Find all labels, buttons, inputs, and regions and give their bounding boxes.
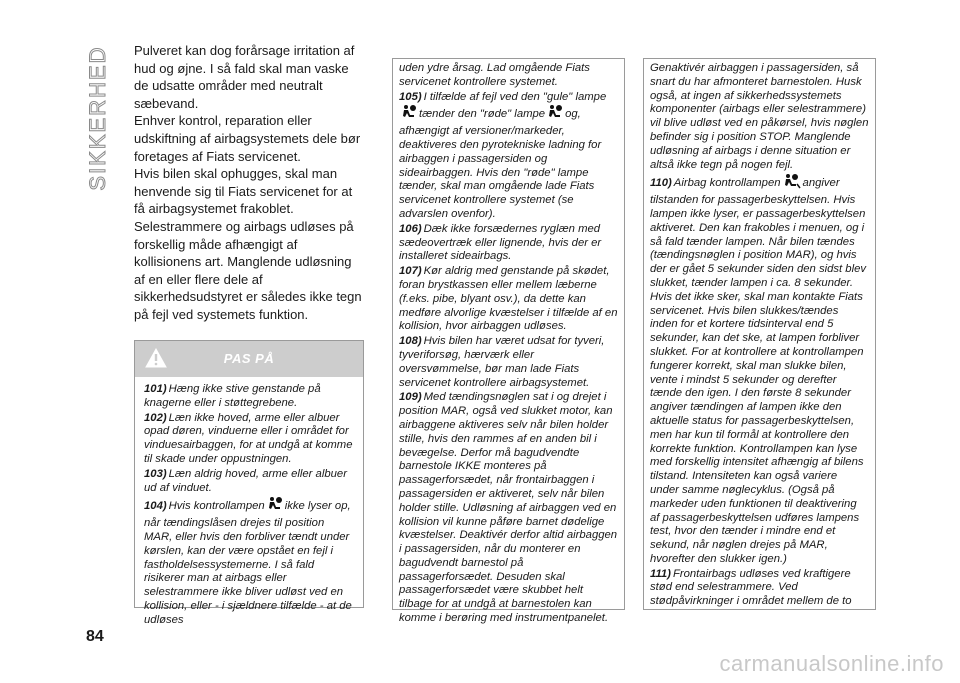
airbag-warning-icon (401, 104, 417, 125)
list-item: 109) Med tændingsnøglen sat i og drejet i position MAR, også ved slukket motor, kan airbaggene aktiveres selv når bilen holder stille, hvis den rammes af en anden bil i bevægelse. Derfor må bagudvendte barnestole IKKE monteres på passagerforsædet, når frontairbaggen i passagersiden er aktiveret, selv når bilen holder stille. Udløsning af airbaggen ved en kollision vil kunne påføre barnet dødelige kvæstelser. Deaktivér derfor altid airbaggen i passagersiden, når du monterer en bagudvendt barnestol på passagerforsædet. Desuden skal passagerforsædet være skubbet helt tilbage for at undgå at barnestolen kan komme i berøring med instrumentpanelet. (399, 391, 618, 625)
warning-header (135, 341, 363, 377)
warning-body (135, 377, 363, 628)
warning-box (134, 340, 364, 626)
airbag-warning-icon (267, 496, 283, 517)
section-title-text: SIKKERHED (85, 45, 110, 191)
list-item: 101) Hæng ikke stive genstande på knagerne eller i støttegrebene. (144, 383, 321, 409)
list-item: 110) Airbag kontrollampen angiver tilstanden for passagerbeskyttelsen. Hvis lampen ikke lyser, er passagerbeskyttelsen aktiveret. Den kan frakobles i menuen, og i så fald tænder lampen. Når bilen tændes (tændingsnøglen i position MAR), og hvis der er gået 5 sekunder siden den sidst blev slukket, tænder lampen i ca. 8 sekunder. Hvis det ikke sker, skal man kontakte Fiats servicenet. Hvis bilen slukkes/tændes inden for et kortere tidsinterval end 5 sekunder, kan det ske, at lampen forbliver slukket. For at kontrollere at kontrollampen fungerer korrekt, skal man slukke bilen, vente i mindst 5 sekunder og derefter tænde den igen. I den første 8 sekunder angiver tændingen af lampen ikke den aktuelle status for passagerbeskyttelsen, men har kun til formål at kontrollere den korrekte funktion. Kontrollampen kan lyse med forskellig intensitet afhængig af bilens tilstand. Intensiteten kan også variere under samme nøglecyklus. (Også på markeder uden funktionen til deaktivering af passagerbeskyttelsen udføres lampens test, hvor den tænder i mindre end et sekund, når nøglen drejes på MAR, hvorefter den slukker igen.) (650, 173, 869, 566)
column-1 (134, 42, 364, 324)
paragraph: Pulveret kan dog forårsage irritation af hud og øjne. I så fald skal man vaske de udsatte områder med neutralt sæbevand. (134, 43, 355, 111)
column-3 (643, 58, 876, 610)
list-item: 102) Læn ikke hoved, arme eller albuer opad døren, vinduerne eller i området for vinduesairbaggen, for at undgå at komme til skade under oppustningen. (144, 411, 353, 465)
paragraph: Enhver kontrol, reparation eller udskiftning af airbagsystemets dele bør foretages af Fiats servicenet. (134, 113, 361, 164)
warning-title: PAS PÅ (223, 351, 275, 366)
paragraph: Hvis bilen skal ophugges, skal man henvende sig til Fiats servicenet for at få airbagsystemet frakoblet. Selestrammere og airbags udløses på forskellig måde afhængigt af kollisionens art. Manglende udløsning af en eller flere dele af sikkerhedsudstyret er således ikke tegn på fejl ved systemets funktion. (134, 166, 362, 322)
paragraph: Genaktivér airbaggen i passagersiden, så snart du har afmonteret barnestolen. Husk også, at ingen af sikkerhedssystemets komponenter (airbags eller selestrammere) vil blive udløst ved en påkørsel, hvis nøglen befinder sig i position STOP. Manglende udløsning af airbags i denne situation er altså ikke tegn på nogen fejl. (650, 62, 869, 171)
list-item: 107) Kør aldrig med genstande på skødet, foran brystkassen eller mellem læberne (f.eks. pibe, blyant osv.), da dette kan medføre alvorlige kvæstelser i tilfælde af en kollision, hvor airbaggen udløses. (399, 265, 618, 333)
watermark: carmanualsonline.info (719, 651, 944, 676)
list-item: 108) Hvis bilen har været udsat for tyveri, tyveriforsøg, hærværk eller oversvømmelse, bør man lade Fiats servicenet kontrollere airbagsystemet. (399, 335, 605, 389)
page-number: 84 (86, 628, 104, 645)
column-2 (392, 58, 625, 625)
list-item: 104) Hvis kontrollampen ikke lyser op, når tændingslåsen drejes til position MAR, eller hvis den forbliver tændt under kørslen, kan der være opstået en fejl i fastholdelsessystemerne. I så fald risikerer man at airbags eller selestrammere ikke bliver udløst ved en kollision, eller - i sjældnere tilfælde - at de udløses (144, 496, 355, 627)
paragraph: uden ydre årsag. Lad omgående Fiats servicenet kontrollere systemet. (399, 62, 590, 88)
list-item: 105) I tilfælde af fejl ved den "gule" lampetænder den "røde" lampe og, afhængigt af versioner/markeder, deaktiveres den pyrotekniske ladning for airbaggen i passagersiden og sideairbaggen. Hvis den "røde" lampe tænder, skal man omgående lade Fiats servicenet kontrollere systemet (se advarslen ovenfor). (399, 90, 607, 220)
airbag-warning-icon (547, 104, 563, 125)
airbag-off-icon (783, 173, 801, 194)
list-item: 111) Frontairbags udløses ved kraftigere stød end selestrammere. Ved stødpåvirkninger i området mellem de to (650, 567, 852, 608)
list-item: 106) Dæk ikke forsædernes ryglæn med sædeovertræk eller lignende, hvis der er installeret sideairbags. (399, 222, 602, 263)
section-title (76, 45, 120, 191)
list-item: 103) Læn aldrig hoved, arme eller albuer ud af vinduet. (144, 467, 347, 494)
